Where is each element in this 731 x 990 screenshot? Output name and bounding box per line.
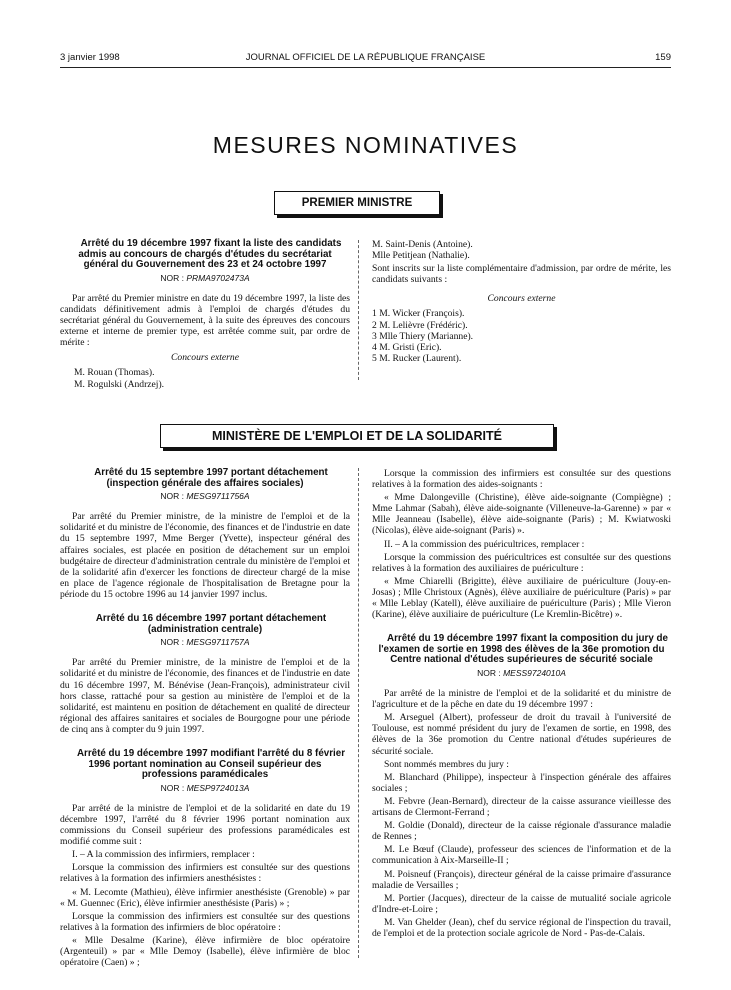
article-paragraph: « Mme Dalongeville (Christine), élève aide-soignante (Compiègne) ; Mme Lahmar (Sabah), élève aide-soignante (Villeneuve-la-Garenne) » par « Mlle Jeanneau (Isabelle), élève aide-soignante (Paris) ; M. Kwiatwoski (Nicolas), élève aide-soignant (Paris) ». [372,492,671,537]
article-paragraph: M. Le Bœuf (Claude), professeur des sciences de l'information et de la communication à Aix-Marseille-II ; [372,844,671,867]
article-premier-ministre-continued [372,239,671,364]
section-heading-ministere-emploi: MINISTÈRE DE L'EMPLOI ET DE LA SOLIDARITÉ [160,424,554,448]
nor-reference: NOR : PRMA9702473A [160,272,250,283]
article-body: Par arrêté du Premier ministre, de la ministre de l'emploi et de la solidarité et du ministre de l'économie, des finances et de l'industrie en date du 15 septembre 1997, Mme Berger (Yvette), inspecteur général des affaires sociales, est placée en position de détachement sur un emploi budgétaire de directeur d'administration centrale du ministère de l'emploi et de la solidarité afin d'exercer les fonctions de directeur chargé de la mise en place de l'agence régionale de l'hospitalisation de Bretagne pour la période du 15 octobre 1996 au 14 janvier 1997 inclus. [60,511,350,600]
article-paragraph: M. Arseguel (Albert), professeur de droit du travail à l'université de Toulouse, est nommé président du jury de l'examen de sortie, en 1998, des élèves de la 36e promotion du Centre national d'études supérieures de sécurité sociale. [372,712,671,757]
article-intro: Par arrêté du Premier ministre en date du 19 décembre 1997, la liste des candidats définitivement admis à l'emploi de chargés d'études du secrétariat général du Gouvernement, à la suite des épreuves des concours externe et interne de premier type, est arrêtée comme suit, par ordre de mérite : [60,292,350,349]
article-paragraph: Par arrêté de la ministre de l'emploi et de la solidarité en date du 19 décembre 1997, l'arrêté du 8 février 1996 portant nomination aux commissions du Conseil supérieur des professions paramédicales est modifié comme suit : [60,802,350,848]
article-paragraph: II. – A la commission des puéricultrices, remplacer : [384,538,585,550]
list-item: Mlle Petitjean (Nathalie). [372,250,470,262]
main-title: MESURES NOMINATIVES [212,132,519,158]
article-body: Par arrêté du Premier ministre, de la ministre de l'emploi et de la solidarité et du ministre de l'économie, des finances et de l'industrie en date du 16 décembre 1997, M. Bénévise (Jean-François), administrateur civil hors classe, rattaché pour sa gestion au ministère de l'emploi et de la solidarité, est maintenu en position de détachement en qualité de directeur régional des affaires sanitaires et sociales de Bourgogne pour une période de cinq ans à compter du 9 juin 1997. [60,657,350,735]
article-paragraph: Lorsque la commission des puéricultrices est consultée sur des questions relatives à la formation des auxiliaires de puériculture : [372,551,671,574]
nor-reference: NOR : MESP9724013A [160,782,250,793]
article-paragraph: « Mlle Desalme (Karine), élève infirmière de bloc opératoire (Argenteuil) » par « Mlle Demoy (Isabelle), élève infirmière de bloc opératoire (Caen) » ; [60,934,350,969]
article-title: Arrêté du 15 septembre 1997 portant détachement (inspection générale des affaires sociales) [94,467,328,489]
subheading-concours-externe: Concours externe [487,293,556,305]
article-paragraph: « Mme Chiarelli (Brigitte), élève auxiliaire de puériculture (Jouy-en-Josas) ; Mlle Christoux (Agnès), élève auxiliaire de puériculture (Paris) » par « Mlle Leblay (Katell), élève auxiliaire de puériculture (Paris) ; Mlle Vieron (Karine), élève auxiliaire de puériculture (Le Kremlin-Bicêtre) ». [372,575,671,621]
section-heading-premier-ministre: PREMIER MINISTRE [274,191,440,215]
article-title: Arrêté du 16 décembre 1997 portant détachement (administration centrale) [95,613,327,635]
nor-reference: NOR : MESS9724010A [477,668,566,678]
article-paragraph: M. Poisneuf (François), directeur général de la caisse primaire d'assurance maladie de Versailles ; [372,868,671,891]
complementary-list-intro: Sont inscrits sur la liste complémentaire d'admission, par ordre de mérite, les candidats suivants : [372,263,671,286]
article-paragraph: « M. Lecomte (Mathieu), élève infirmier anesthésiste (Grenoble) » par « M. Guennec (Eric), élève infirmier anesthésiste (Paris) » ; [60,886,350,909]
article-premier-ministre [60,239,350,390]
article-paragraph: M. Portier (Jacques), directeur de la caisse de mutualité sociale agricole d'Indre-et-Loire ; [372,892,671,915]
article-paragraph: Par arrêté de la ministre de l'emploi et de la solidarité et du ministre de l'agriculture et de la pêche en date du 19 décembre 1997 : [372,688,671,711]
article-paragraph: Sont nommés membres du jury : [384,758,509,770]
list-item: 1 M. Wicker (François). [372,308,465,320]
page-header [60,52,671,66]
nor-reference: NOR : MESG9711757A [160,637,250,648]
admitted-list-part1 [60,367,350,389]
right-column [372,468,671,941]
header-rule [60,67,671,68]
nor-reference: NOR : MESG9711756A [160,491,250,502]
list-item: 4 M. Gristi (Eric). [372,341,442,353]
article-title: Arrêté du 19 décembre 1997 modifiant l'arrêté du 8 février 1996 portant nomination au Conseil supérieur des professions paramédicales [76,747,346,781]
list-item: M. Rogulski (Andrzej). [74,378,165,390]
journal-title: JOURNAL OFFICIEL DE LA RÉPUBLIQUE FRANÇAISE [245,52,486,63]
list-item: M. Rouan (Thomas). [74,367,155,379]
article-paragraph: Lorsque la commission des infirmiers est consultée sur des questions relatives à la formation des aides-soignants : [372,468,671,491]
article-paragraph: Lorsque la commission des infirmiers est consultée sur des questions relatives à la formation des infirmiers de bloc opératoire : [60,910,350,933]
header-date: 3 janvier 1998 [60,52,120,63]
list-item: M. Saint-Denis (Antoine). [372,239,473,250]
article-paragraph: M. Blanchard (Philippe), inspecteur à l'inspection générale des affaires sociales ; [372,771,671,794]
article-paragraph: M. Van Ghelder (Jean), chef du service régional de l'inspection du travail, de l'emploi et de la protection sociale agricole de Nord - Pas-de-Calais. [372,916,671,939]
page-number: 159 [655,52,671,63]
list-item: 5 M. Rucker (Laurent). [372,352,462,364]
left-column [60,468,350,970]
article-paragraph: M. Goldie (Donald), directeur de la caisse régionale d'assurance maladie de Rennes ; [372,820,671,843]
complementary-list [372,308,671,363]
article-paragraph: I. – A la commission des infirmiers, remplacer : [72,849,255,861]
list-item: 3 Mlle Thiery (Marianne). [372,330,474,342]
article-paragraph: M. Febvre (Jean-Bernard), directeur de la caisse assurance vieillesse des artisans de Clermont-Ferrand ; [372,795,671,819]
article-paragraph: Lorsque la commission des infirmiers est consultée sur des questions relatives à la formation des infirmiers anesthésistes : [60,862,350,885]
subheading-concours-externe: Concours externe [171,352,239,364]
column-divider [358,240,359,380]
admitted-list-part2 [372,239,671,261]
column-divider [358,468,359,958]
article-title: Arrêté du 19 décembre 1997 fixant la liste des candidats admis au concours de chargés d'études du secrétariat général du Gouvernement des 23 et 24 octobre 1997 [78,238,342,271]
list-item: 2 M. Lelièvre (Frédéric). [372,319,468,331]
article-title: Arrêté du 19 décembre 1997 fixant la composition du jury de l'examen de sortie en 1998 des élèves de la 36e promotion du Centre national d'études supérieures de sécurité sociale [378,633,668,666]
